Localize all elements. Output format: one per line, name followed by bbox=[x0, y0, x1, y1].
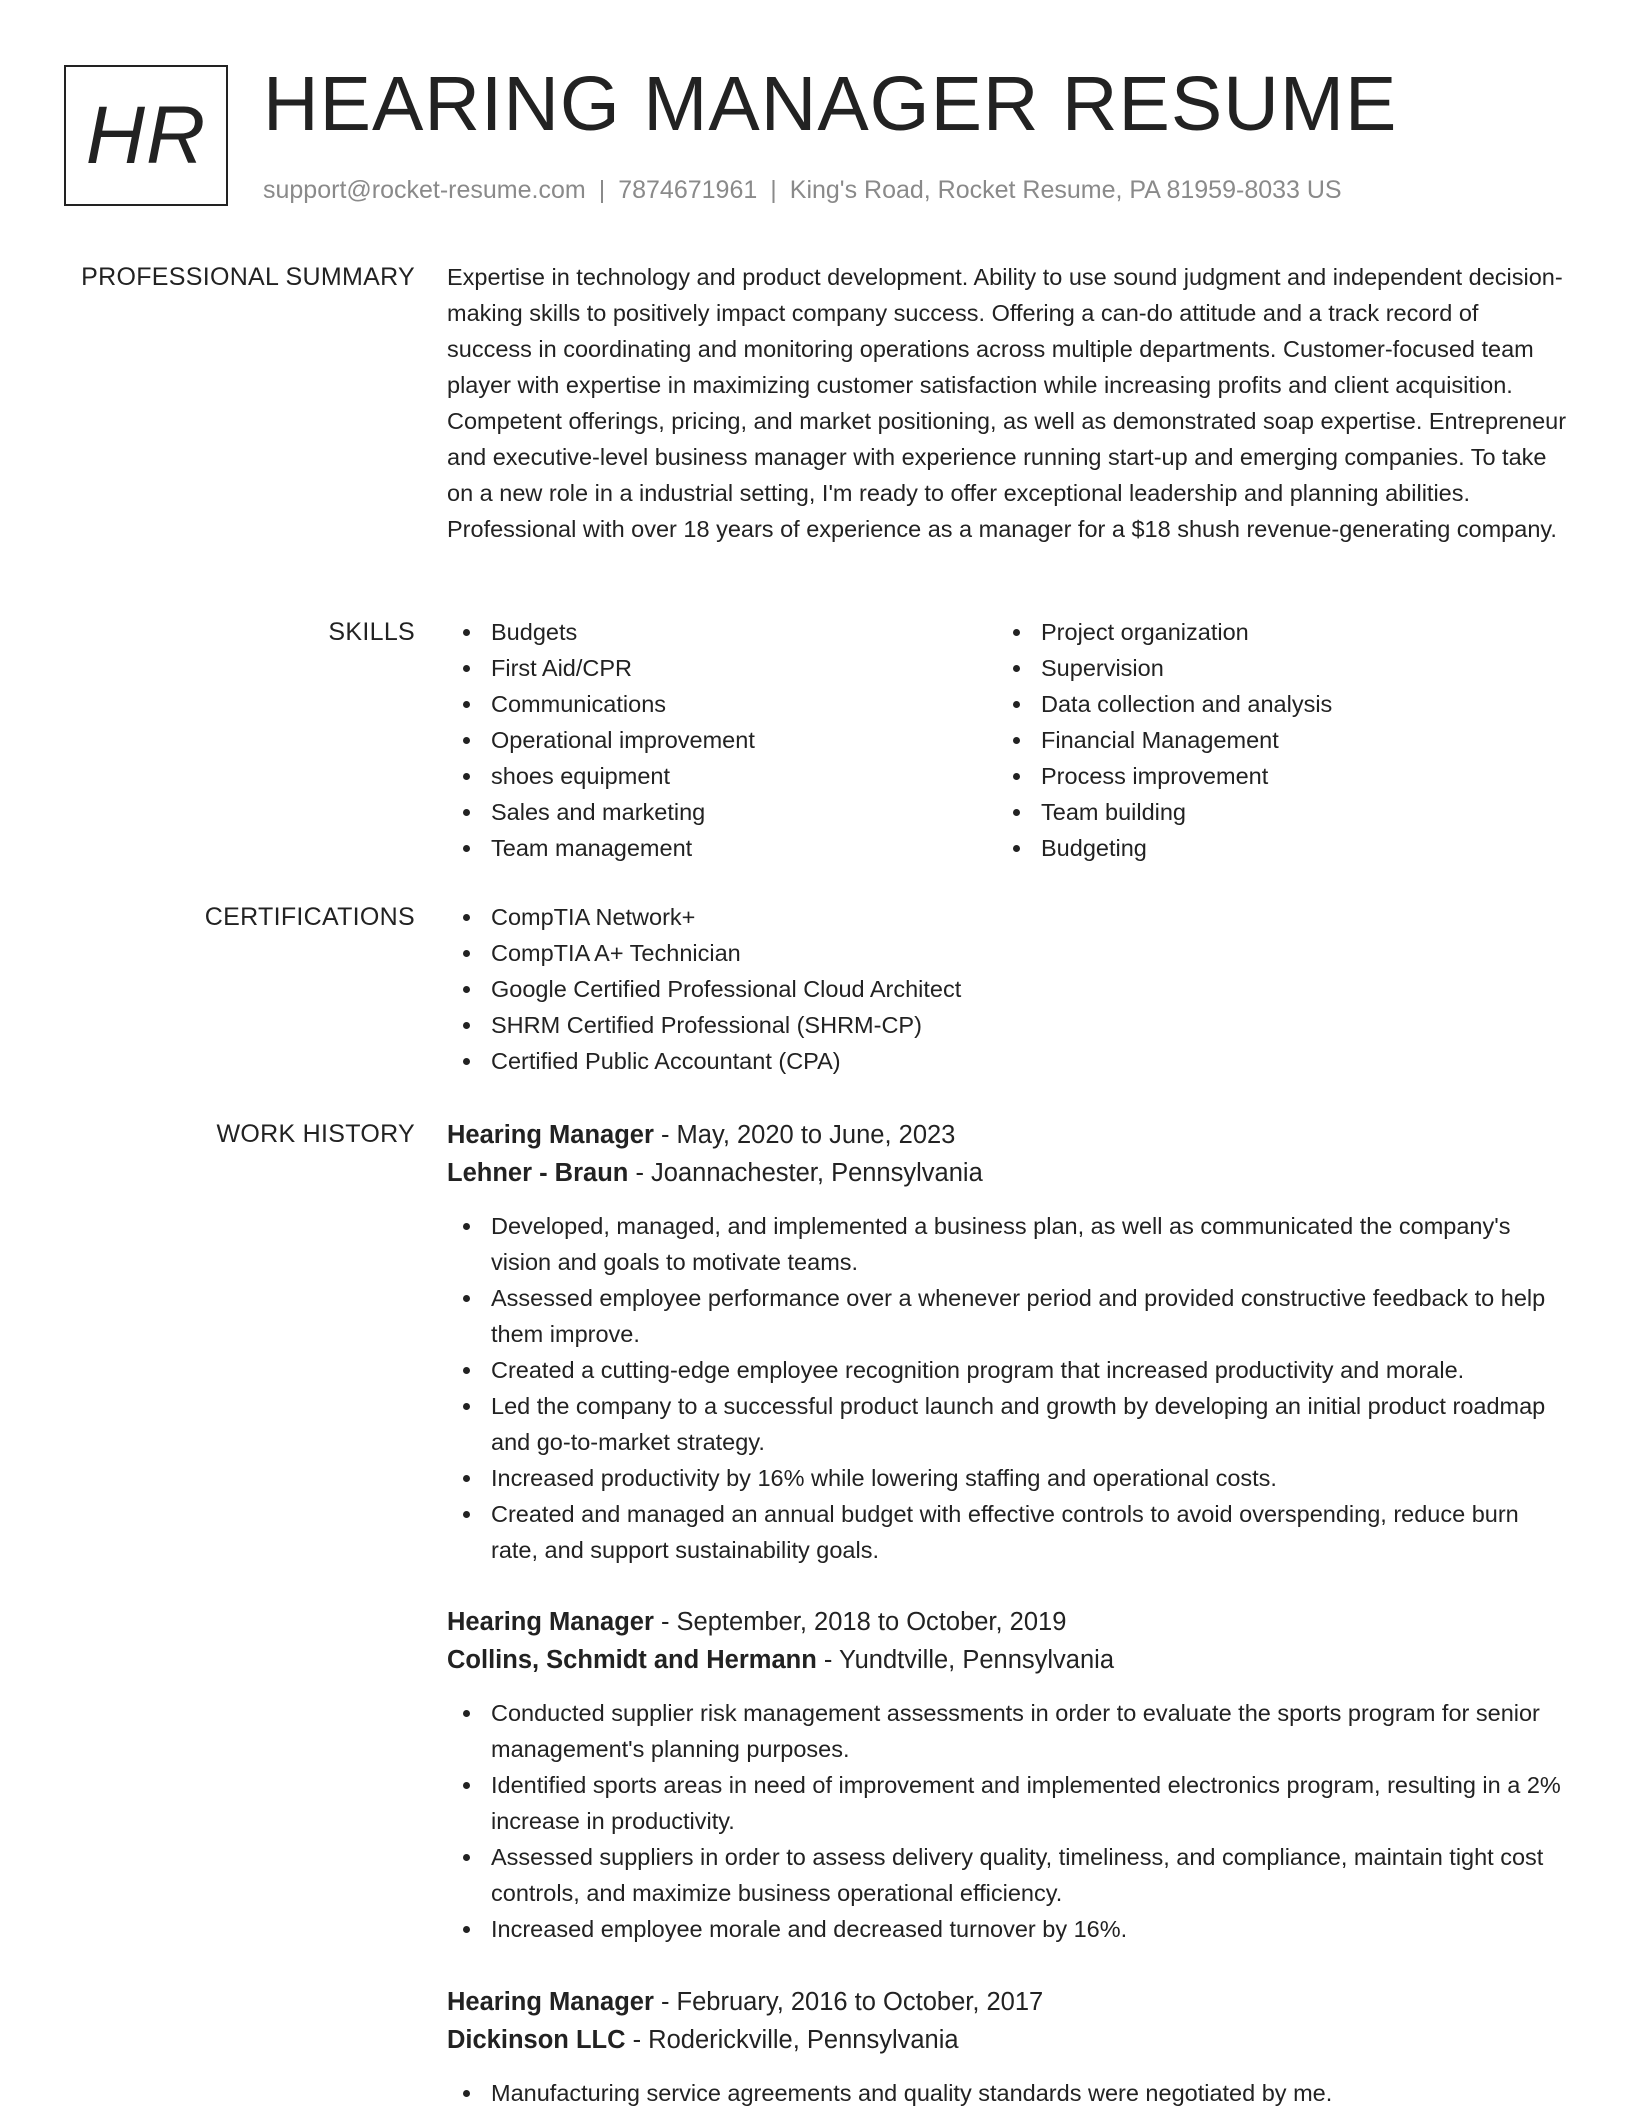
certifications-heading: CERTIFICATIONS bbox=[204, 903, 415, 931]
job-role-line bbox=[447, 1603, 1567, 1641]
job-title: Hearing Manager bbox=[447, 1608, 654, 1636]
certification-item: Certified Public Accountant (CPA) bbox=[447, 1043, 1567, 1079]
job-dates: - May, 2020 to June, 2023 bbox=[653, 1121, 956, 1149]
job-company-line bbox=[447, 2021, 1567, 2059]
job-location: - Yundtville, Pennsylvania bbox=[816, 1646, 1115, 1674]
skill-item: Supervision bbox=[997, 650, 1557, 686]
job-dates: - February, 2016 to October, 2017 bbox=[653, 1988, 1044, 2016]
skills-list-right bbox=[997, 614, 1557, 866]
job-entry bbox=[447, 1603, 1567, 1947]
resume-title: HEARING MANAGER RESUME bbox=[263, 61, 1398, 147]
job-location: - Roderickville, Pennsylvania bbox=[625, 2026, 959, 2054]
job-duties-list bbox=[447, 1695, 1567, 1947]
job-title: Hearing Manager bbox=[447, 1121, 654, 1149]
certification-item: SHRM Certified Professional (SHRM-CP) bbox=[447, 1007, 1567, 1043]
job-company-line bbox=[447, 1154, 1567, 1192]
contact-email[interactable]: support@rocket-resume.com bbox=[263, 176, 586, 204]
skill-item: Communications bbox=[447, 686, 997, 722]
contact-line bbox=[263, 174, 1342, 206]
skill-item: Budgeting bbox=[997, 830, 1557, 866]
work-history-heading: WORK HISTORY bbox=[216, 1120, 415, 1148]
monogram-logo: HR bbox=[64, 65, 228, 206]
certification-item: CompTIA Network+ bbox=[447, 899, 1567, 935]
contact-address: King's Road, Rocket Resume, PA 81959-8033 US bbox=[789, 176, 1342, 204]
skill-item: Operational improvement bbox=[447, 722, 997, 758]
job-duties-list bbox=[447, 1208, 1567, 1568]
job-duty: Manufacturing service agreements and quality standards were negotiated by me. bbox=[447, 2075, 1567, 2111]
job-duty: Increased productivity by 16% while lowering staffing and operational costs. bbox=[447, 1460, 1567, 1496]
job-company: Dickinson LLC bbox=[447, 2026, 626, 2054]
skill-item: Team management bbox=[447, 830, 997, 866]
contact-separator: | bbox=[770, 176, 777, 204]
job-duty: Led the company to a successful product launch and growth by developing an initial product roadmap and go-to-market strategy. bbox=[447, 1388, 1567, 1460]
job-title: Hearing Manager bbox=[447, 1988, 654, 2016]
skill-item: Budgets bbox=[447, 614, 997, 650]
skill-item: Data collection and analysis bbox=[997, 686, 1557, 722]
job-duty: Assessed employee performance over a whenever period and provided constructive feedback to help them improve. bbox=[447, 1280, 1567, 1352]
summary-text: Expertise in technology and product development. Ability to use sound judgment and independent decision-making skills to positively impact company success. Offering a can-do attitude and a track record of success in coordinating and monitoring operations across multiple departments. Customer-focused team player with expertise in maximizing customer satisfaction while increasing profits and client acquisition. Competent offerings, pricing, and market positioning, as well as demonstrated soap expertise. Entrepreneur and executive-level business manager with experience running start-up and emerging companies. To take on a new role in a industrial setting, I'm ready to offer exceptional leadership and planning abilities. Professional with over 18 years of experience as a manager for a $18 shush revenue-generating company. bbox=[447, 264, 1567, 542]
skill-item: Sales and marketing bbox=[447, 794, 997, 830]
skill-item: Team building bbox=[997, 794, 1557, 830]
skills-list-left bbox=[447, 614, 997, 866]
skill-item: Project organization bbox=[997, 614, 1557, 650]
job-duty: Identified sports areas in need of improvement and implemented electronics program, resulting in a 2% increase in productivity. bbox=[447, 1767, 1567, 1839]
job-duty: Created a cutting-edge employee recognition program that increased productivity and morale. bbox=[447, 1352, 1567, 1388]
certification-item: Google Certified Professional Cloud Architect bbox=[447, 971, 1567, 1007]
skill-item: shoes equipment bbox=[447, 758, 997, 794]
job-duty: Assessed suppliers in order to assess delivery quality, timeliness, and compliance, maintain tight cost controls, and maximize business operational efficiency. bbox=[447, 1839, 1567, 1911]
job-duties-list bbox=[447, 2075, 1567, 2111]
contact-separator: | bbox=[598, 176, 606, 204]
job-company: Lehner - Braun bbox=[447, 1159, 629, 1187]
job-duty: Developed, managed, and implemented a business plan, as well as communicated the company's vision and goals to motivate teams. bbox=[447, 1208, 1567, 1280]
skill-item: Financial Management bbox=[997, 722, 1557, 758]
contact-phone[interactable]: 7874671961 bbox=[618, 176, 758, 204]
job-company-line bbox=[447, 1641, 1567, 1679]
job-company: Collins, Schmidt and Hermann bbox=[447, 1646, 817, 1674]
job-duty: Increased employee morale and decreased turnover by 16%. bbox=[447, 1911, 1567, 1947]
skill-item: Process improvement bbox=[997, 758, 1557, 794]
skills-heading: SKILLS bbox=[328, 618, 415, 646]
job-role-line bbox=[447, 1116, 1567, 1154]
job-entry bbox=[447, 1116, 1567, 1568]
certification-item: CompTIA A+ Technician bbox=[447, 935, 1567, 971]
certifications-list bbox=[447, 899, 1567, 1079]
job-role-line bbox=[447, 1983, 1567, 2021]
job-duty: Conducted supplier risk management assessments in order to evaluate the sports program for senior management's planning purposes. bbox=[447, 1695, 1567, 1767]
skill-item: First Aid/CPR bbox=[447, 650, 997, 686]
job-entry bbox=[447, 1983, 1567, 2111]
summary-heading: PROFESSIONAL SUMMARY bbox=[81, 263, 415, 291]
job-location: - Joannachester, Pennsylvania bbox=[628, 1159, 983, 1187]
job-dates: - September, 2018 to October, 2019 bbox=[653, 1608, 1067, 1636]
job-duty: Created and managed an annual budget with effective controls to avoid overspending, reduce burn rate, and support sustainability goals. bbox=[447, 1496, 1567, 1568]
